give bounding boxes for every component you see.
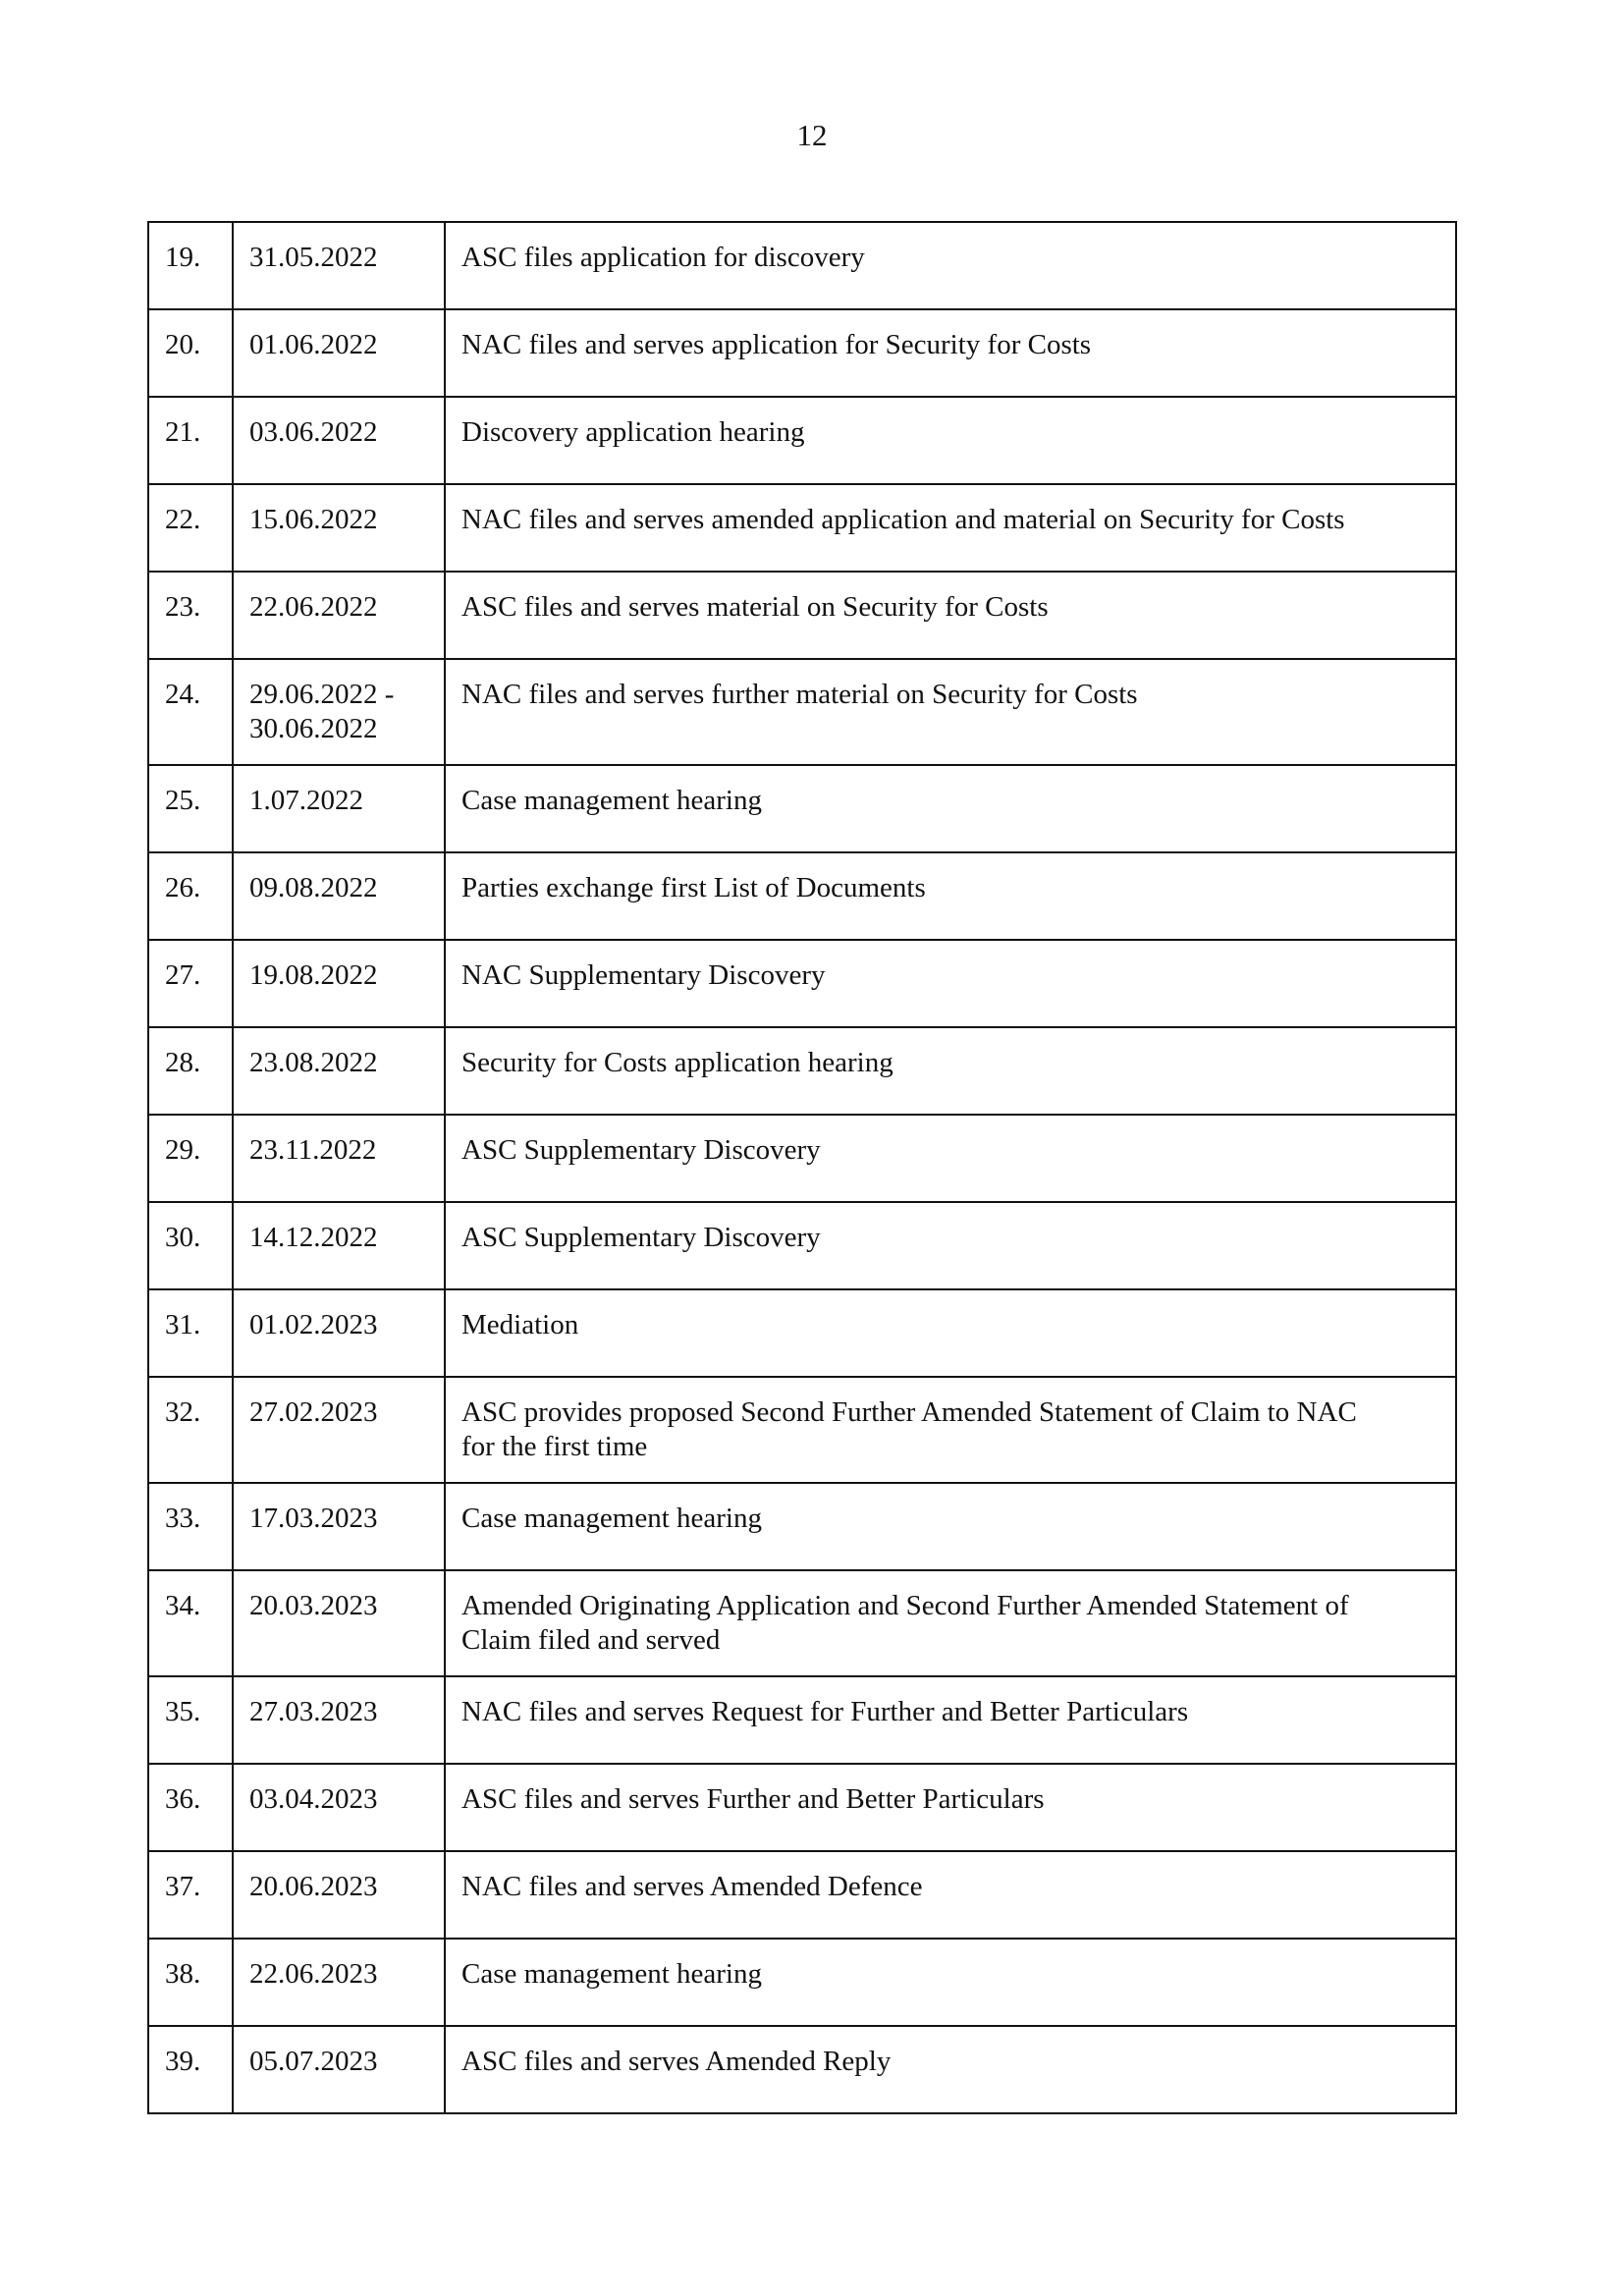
row-number-cell: 33. (148, 1483, 233, 1570)
event-cell (445, 484, 1456, 572)
row-number-cell: 19. (148, 222, 233, 309)
row-number-cell: 21. (148, 397, 233, 484)
date-cell (233, 1202, 445, 1289)
date-cell (233, 2026, 445, 2113)
date-cell (233, 222, 445, 309)
table-row (148, 2026, 1456, 2113)
event-cell (445, 572, 1456, 659)
row-number-cell: 22. (148, 484, 233, 572)
date-cell (233, 1570, 445, 1676)
table-row (148, 659, 1456, 765)
event-text: Case management hearing (461, 1958, 762, 1990)
event-cell (445, 1764, 1456, 1851)
event-text: Amended Originating Application and Second Further Amended Statement of (461, 1590, 1349, 1621)
row-number-cell: 34. (148, 1570, 233, 1676)
row-number-cell: 36. (148, 1764, 233, 1851)
date-cell (233, 1115, 445, 1202)
event-cell (445, 1377, 1456, 1483)
table-row (148, 1764, 1456, 1851)
date-text: 23.11.2022 (249, 1134, 377, 1166)
event-cell (445, 1289, 1456, 1377)
table-row (148, 572, 1456, 659)
table-row (148, 852, 1456, 940)
event-text: ASC files and serves Amended Reply (461, 2046, 892, 2077)
event-text: NAC files and serves application for Security for Costs (461, 329, 1092, 360)
row-number-cell: 26. (148, 852, 233, 940)
date-cell (233, 484, 445, 572)
event-text: ASC files application for discovery (461, 242, 865, 273)
table-row (148, 484, 1456, 572)
date-text: 03.04.2023 (249, 1783, 378, 1815)
event-text: Discovery application hearing (461, 416, 805, 448)
event-text: ASC Supplementary Discovery (461, 1222, 821, 1253)
table-row (148, 1115, 1456, 1202)
date-text: 31.05.2022 (249, 242, 378, 273)
event-text: NAC files and serves Amended Defence (461, 1871, 923, 1902)
table-row (148, 1570, 1456, 1676)
date-text: 20.03.2023 (249, 1590, 378, 1621)
event-cell (445, 1115, 1456, 1202)
event-cell (445, 397, 1456, 484)
date-text: 01.02.2023 (249, 1309, 378, 1340)
date-text: 01.06.2022 (249, 329, 378, 360)
row-number-cell: 31. (148, 1289, 233, 1377)
chronology-table (147, 221, 1457, 2114)
date-text: 1.07.2022 (249, 785, 363, 816)
date-cell (233, 1851, 445, 1939)
date-text: 27.03.2023 (249, 1696, 378, 1727)
event-cell (445, 1851, 1456, 1939)
date-text: 19.08.2022 (249, 959, 378, 991)
row-number-cell: 20. (148, 309, 233, 397)
event-text: NAC Supplementary Discovery (461, 959, 826, 991)
date-text: 05.07.2023 (249, 2046, 378, 2077)
date-text: 23.08.2022 (249, 1047, 378, 1078)
table-row (148, 940, 1456, 1027)
table-row (148, 765, 1456, 852)
event-text: NAC files and serves Request for Further and Better Particulars (461, 1696, 1189, 1727)
event-cell (445, 2026, 1456, 2113)
chronology-table-body (148, 222, 1456, 2113)
row-number-cell: 35. (148, 1676, 233, 1764)
event-cell (445, 1939, 1456, 2026)
table-row (148, 397, 1456, 484)
table-row (148, 1289, 1456, 1377)
row-number-cell: 29. (148, 1115, 233, 1202)
event-text: Security for Costs application hearing (461, 1047, 893, 1078)
table-row (148, 1483, 1456, 1570)
date-text: 30.06.2022 (249, 713, 378, 744)
event-cell (445, 1202, 1456, 1289)
date-text: 27.02.2023 (249, 1396, 378, 1428)
date-cell (233, 765, 445, 852)
date-cell (233, 852, 445, 940)
row-number-cell: 38. (148, 1939, 233, 2026)
date-cell (233, 1377, 445, 1483)
date-cell (233, 572, 445, 659)
event-text: Case management hearing (461, 785, 762, 816)
date-text: 29.06.2022 - (249, 679, 395, 710)
date-text: 15.06.2022 (249, 504, 378, 535)
event-text: Parties exchange first List of Documents (461, 872, 926, 903)
date-text: 22.06.2022 (249, 591, 378, 623)
row-number-cell: 27. (148, 940, 233, 1027)
row-number-cell: 25. (148, 765, 233, 852)
event-cell (445, 1483, 1456, 1570)
event-cell (445, 309, 1456, 397)
date-cell (233, 1483, 445, 1570)
table-row (148, 1377, 1456, 1483)
date-cell (233, 659, 445, 765)
row-number-cell: 23. (148, 572, 233, 659)
event-text: ASC provides proposed Second Further Amended Statement of Claim to NAC (461, 1396, 1357, 1428)
table-row (148, 222, 1456, 309)
event-cell (445, 765, 1456, 852)
row-number-cell: 32. (148, 1377, 233, 1483)
table-row (148, 1027, 1456, 1115)
event-text: ASC files and serves Further and Better Particulars (461, 1783, 1045, 1815)
row-number-cell: 24. (148, 659, 233, 765)
date-cell (233, 1027, 445, 1115)
row-number-cell: 37. (148, 1851, 233, 1939)
table-row (148, 1676, 1456, 1764)
date-cell (233, 1764, 445, 1851)
event-cell (445, 940, 1456, 1027)
date-text: 03.06.2022 (249, 416, 378, 448)
event-cell (445, 1676, 1456, 1764)
event-text: Claim filed and served (461, 1624, 721, 1656)
event-text: Mediation (461, 1309, 579, 1340)
row-number-cell: 28. (148, 1027, 233, 1115)
event-text: ASC Supplementary Discovery (461, 1134, 821, 1166)
date-text: 09.08.2022 (249, 872, 378, 903)
date-cell (233, 309, 445, 397)
date-cell (233, 397, 445, 484)
event-text: NAC files and serves amended application and material on Security for Costs (461, 504, 1345, 535)
table-row (148, 1202, 1456, 1289)
page-number: 12 (796, 118, 828, 152)
event-cell (445, 852, 1456, 940)
date-text: 20.06.2023 (249, 1871, 378, 1902)
date-text: 14.12.2022 (249, 1222, 378, 1253)
event-text: NAC files and serves further material on Security for Costs (461, 679, 1138, 710)
row-number-cell: 39. (148, 2026, 233, 2113)
event-text: for the first time (461, 1431, 648, 1462)
table-row (148, 309, 1456, 397)
event-text: ASC files and serves material on Security for Costs (461, 591, 1049, 623)
event-cell (445, 1570, 1456, 1676)
date-cell (233, 1289, 445, 1377)
event-cell (445, 659, 1456, 765)
date-cell (233, 1939, 445, 2026)
event-cell (445, 1027, 1456, 1115)
date-cell (233, 940, 445, 1027)
date-text: 22.06.2023 (249, 1958, 378, 1990)
event-text: Case management hearing (461, 1503, 762, 1534)
event-cell (445, 222, 1456, 309)
table-row (148, 1939, 1456, 2026)
date-text: 17.03.2023 (249, 1503, 378, 1534)
date-cell (233, 1676, 445, 1764)
row-number-cell: 30. (148, 1202, 233, 1289)
table-row (148, 1851, 1456, 1939)
